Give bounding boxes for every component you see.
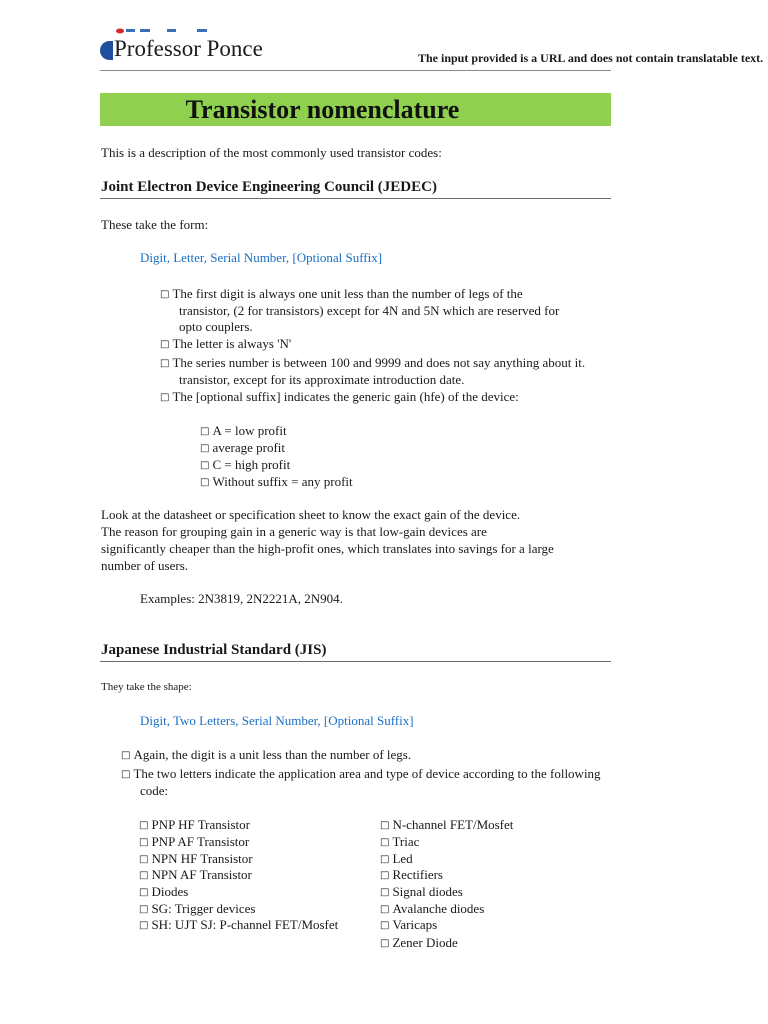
jis-lead: They take the shape: <box>101 681 192 693</box>
suffix-item: □ A = low profit <box>200 423 287 438</box>
jedec-divider <box>100 198 611 199</box>
paragraph-line: significantly cheaper than the high-profit ones, which translates into savings for a large <box>101 541 554 556</box>
intro-text: This is a description of the most commonly used transistor codes: <box>101 145 442 160</box>
suffix-item: □ C = high profit <box>200 457 291 472</box>
list-item: □ The [optional suffix] indicates the generic gain (hfe) of the device: <box>160 389 519 404</box>
list-item: □ Again, the digit is a unit less than the number of legs. <box>121 747 412 762</box>
code-item: □ Triac <box>380 834 420 849</box>
jedec-lead: These take the form: <box>101 217 209 232</box>
bullet-box-icon: □ <box>380 904 390 915</box>
bullet-box-icon: □ <box>139 854 149 865</box>
bullet-box-icon: □ <box>139 820 149 831</box>
page-title: Transistor nomenclature <box>185 94 460 124</box>
logo <box>100 34 263 64</box>
jedec-format: Digit, Letter, Serial Number, [Optional Suffix] <box>140 250 383 265</box>
bullet-box-icon: □ <box>121 769 131 780</box>
bullet-box-icon: □ <box>380 920 390 931</box>
bullet-box-icon: □ <box>139 887 149 898</box>
bullet-box-icon: □ <box>380 870 390 881</box>
list-item-cont: code: <box>140 783 169 798</box>
title-banner <box>100 93 611 126</box>
bullet-box-icon: □ <box>160 289 170 300</box>
bullet-box-icon: □ <box>200 477 210 488</box>
code-item: □ Avalanche diodes <box>380 901 485 916</box>
bullet-box-icon: □ <box>200 426 210 437</box>
list-item-cont: opto couplers. <box>179 319 253 334</box>
bullet-box-icon: □ <box>139 870 149 881</box>
bullet-box-icon: □ <box>139 920 149 931</box>
logo-text: Professor Ponce <box>114 36 263 61</box>
code-item: □ Signal diodes <box>380 884 463 899</box>
code-item: □ PNP HF Transistor <box>139 817 250 832</box>
code-item: □ Varicaps <box>380 917 438 932</box>
bullet-box-icon: □ <box>380 938 390 949</box>
header-divider <box>100 70 611 71</box>
code-item: □ Rectifiers <box>380 867 443 882</box>
list-item-cont: transistor, (2 for transistors) except for 4N and 5N which are reserved for <box>179 303 560 318</box>
jedec-heading: Joint Electron Device Engineering Council (JEDEC) <box>101 179 437 195</box>
suffix-item: □ average profit <box>200 440 285 455</box>
bullet-box-icon: □ <box>160 358 170 369</box>
code-item: □ NPN AF Transistor <box>139 867 252 882</box>
paragraph-line: The reason for grouping gain in a generic way is that low-gain devices are <box>101 524 487 539</box>
list-item: □ The series number is between 100 and 9999 and does not say anything about it. <box>160 355 586 370</box>
jis-heading: Japanese Industrial Standard (JIS) <box>101 642 327 658</box>
examples-text: Examples: 2N3819, 2N2221A, 2N904. <box>140 591 343 606</box>
paragraph-line: number of users. <box>101 558 189 573</box>
jis-format: Digit, Two Letters, Serial Number, [Optional Suffix] <box>140 713 414 728</box>
bullet-box-icon: □ <box>160 339 170 350</box>
code-item: □ Zener Diode <box>380 935 458 950</box>
bullet-box-icon: □ <box>121 750 131 761</box>
bullet-box-icon: □ <box>139 904 149 915</box>
code-item: □ SH: UJT SJ: P-channel FET/Mosfet <box>139 917 339 932</box>
bullet-box-icon: □ <box>160 392 170 403</box>
logo-mark-icon <box>100 41 113 60</box>
code-item: □ PNP AF Transistor <box>139 834 250 849</box>
code-item: □ Diodes <box>139 884 189 899</box>
code-item: □ SG: Trigger devices <box>139 901 256 916</box>
list-item: □ The first digit is always one unit less than the number of legs of the <box>160 286 523 301</box>
list-item: □ The letter is always 'N' <box>160 336 292 351</box>
bullet-box-icon: □ <box>200 460 210 471</box>
code-item: □ NPN HF Transistor <box>139 851 253 866</box>
bullet-box-icon: □ <box>200 443 210 454</box>
bullet-box-icon: □ <box>380 820 390 831</box>
code-item: □ Led <box>380 851 413 866</box>
paragraph-line: Look at the datasheet or specification sheet to know the exact gain of the device. <box>101 507 521 522</box>
bullet-box-icon: □ <box>139 837 149 848</box>
code-item: □ N-channel FET/Mosfet <box>380 817 514 832</box>
suffix-item: □ Without suffix = any profit <box>200 474 353 489</box>
bullet-box-icon: □ <box>380 837 390 848</box>
list-item: □ The two letters indicate the application area and type of device according to the following <box>121 766 601 781</box>
list-item-cont: transistor, except for its approximate introduction date. <box>179 372 465 387</box>
header-note: The input provided is a URL and does not contain translatable text. <box>418 51 764 65</box>
jis-divider <box>100 661 611 662</box>
bullet-box-icon: □ <box>380 887 390 898</box>
bullet-box-icon: □ <box>380 854 390 865</box>
